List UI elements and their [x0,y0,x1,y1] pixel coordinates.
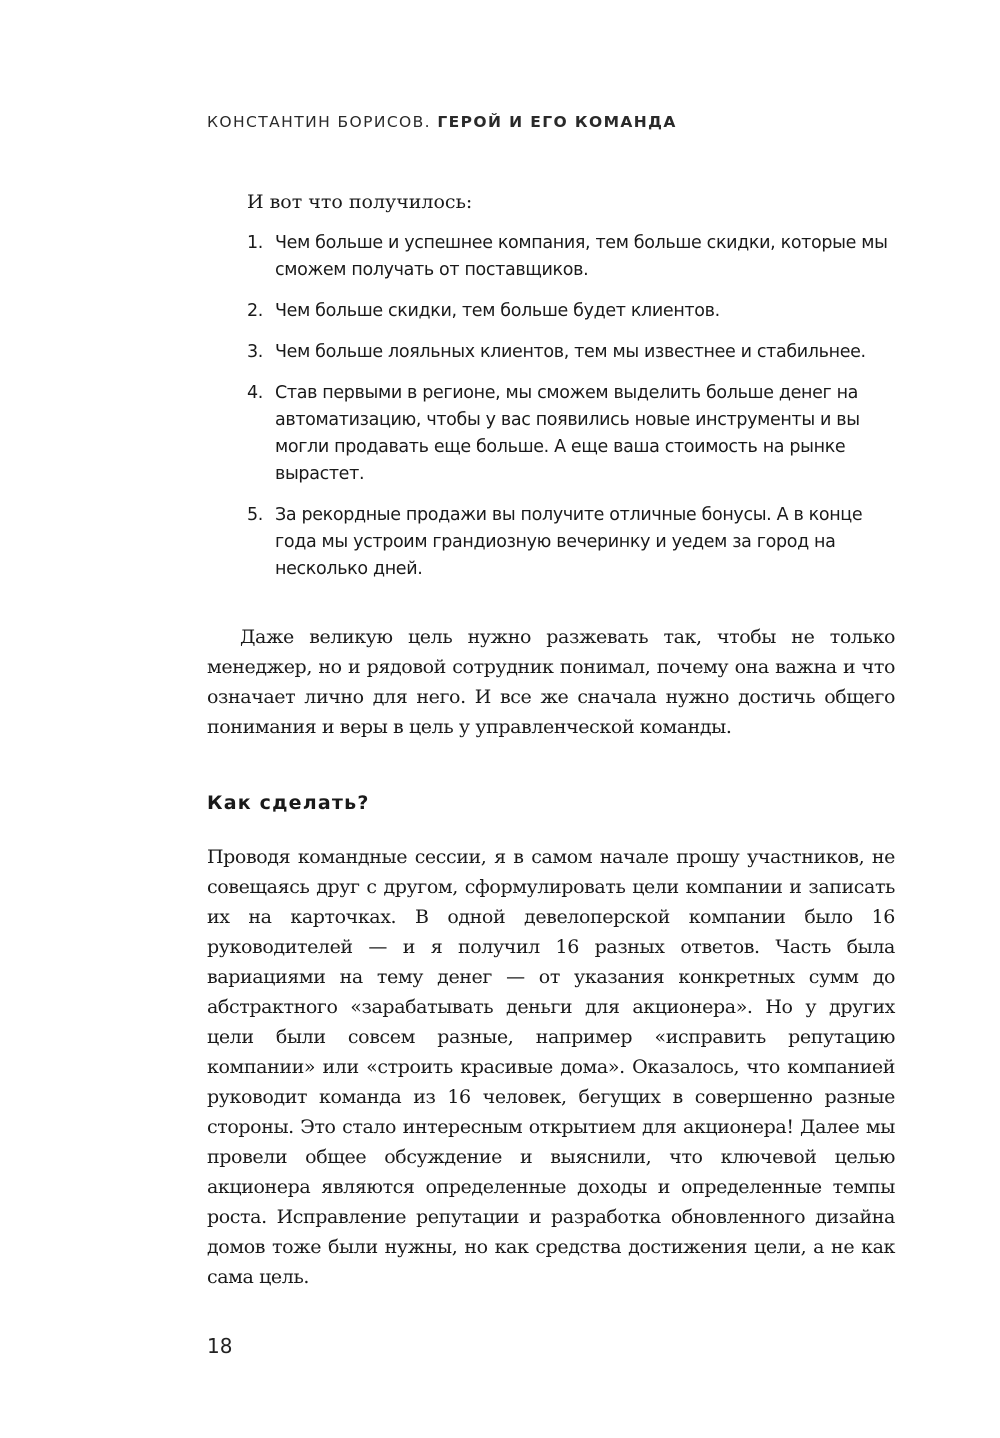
body-paragraph-2: Проводя командные сессии, я в самом начале прошу участников, не совещаясь друг с другом, сформулировать цели компании и записать их на карточках. В одной девелоперской компании было 16 руководителей — и я получил 16 разных ответов. Часть была вариациями на тему денег — от указания конкретных сумм до абстрактного «зарабатывать деньги для акционера». Но у других цели были совсем разные, например «исправить репутацию компании» или «строить красивые дома». Оказалось, что компанией руководит команда из 16 человек, бегущих в совершенно разные стороны. Это стало интересным открытием для акционера! Далее мы провели общее обсуждение и выяснили, что ключевой целью акционера являются определенные доходы и определенные темпы роста. Исправление репутации и разработка обновленного дизайна домов тоже были нужны, но как средства достижения цели, а не как сама цель. [207,846,895,1288]
list-item-text: Чем больше и успешнее компания, тем больше скидки, которые мы сможем получать от поставщиков. [275,233,888,280]
list-item-number: 4. [247,383,263,403]
list-item-number: 3. [247,342,263,362]
running-head [207,113,677,131]
running-head-author: КОНСТАНТИН БОРИСОВ. [207,113,432,131]
body-paragraph-1: Даже великую цель нужно разжевать так, чтобы не только менеджер, но и рядовой сотрудник понимал, почему она важна и что означает лично для него. И все же сначала нужно достичь общего понимания и веры в цель у управленческой команды. [207,626,895,738]
list-item [247,502,897,583]
list-item [247,230,897,284]
list-item [247,339,897,366]
list-item [247,380,897,488]
list-item-number: 2. [247,301,263,321]
list-item-number: 5. [247,505,263,525]
list-item-number: 1. [247,233,263,253]
list-item-text: Чем больше скидки, тем больше будет клиентов. [275,301,720,321]
intro-line: И вот что получилось: [247,191,473,213]
numbered-list [247,230,897,597]
list-item-text: За рекордные продажи вы получите отличные бонусы. А в конце года мы устроим грандиозную вечеринку и уедем за город на несколько дней. [275,505,863,579]
section-heading: Как сделать? [207,792,370,814]
list-item-text: Став первыми в регионе, мы сможем выделить больше денег на автоматизацию, чтобы у вас появились новые инструменты и вы могли продавать еще больше. А еще ваша стоимость на рынке вырастет. [275,383,860,484]
running-head-book-title: ГЕРОЙ И ЕГО КОМАНДА [437,113,677,131]
page-number: 18 [207,1334,233,1358]
list-item-text: Чем больше лояльных клиентов, тем мы известнее и стабильнее. [275,342,866,362]
list-item [247,298,897,325]
